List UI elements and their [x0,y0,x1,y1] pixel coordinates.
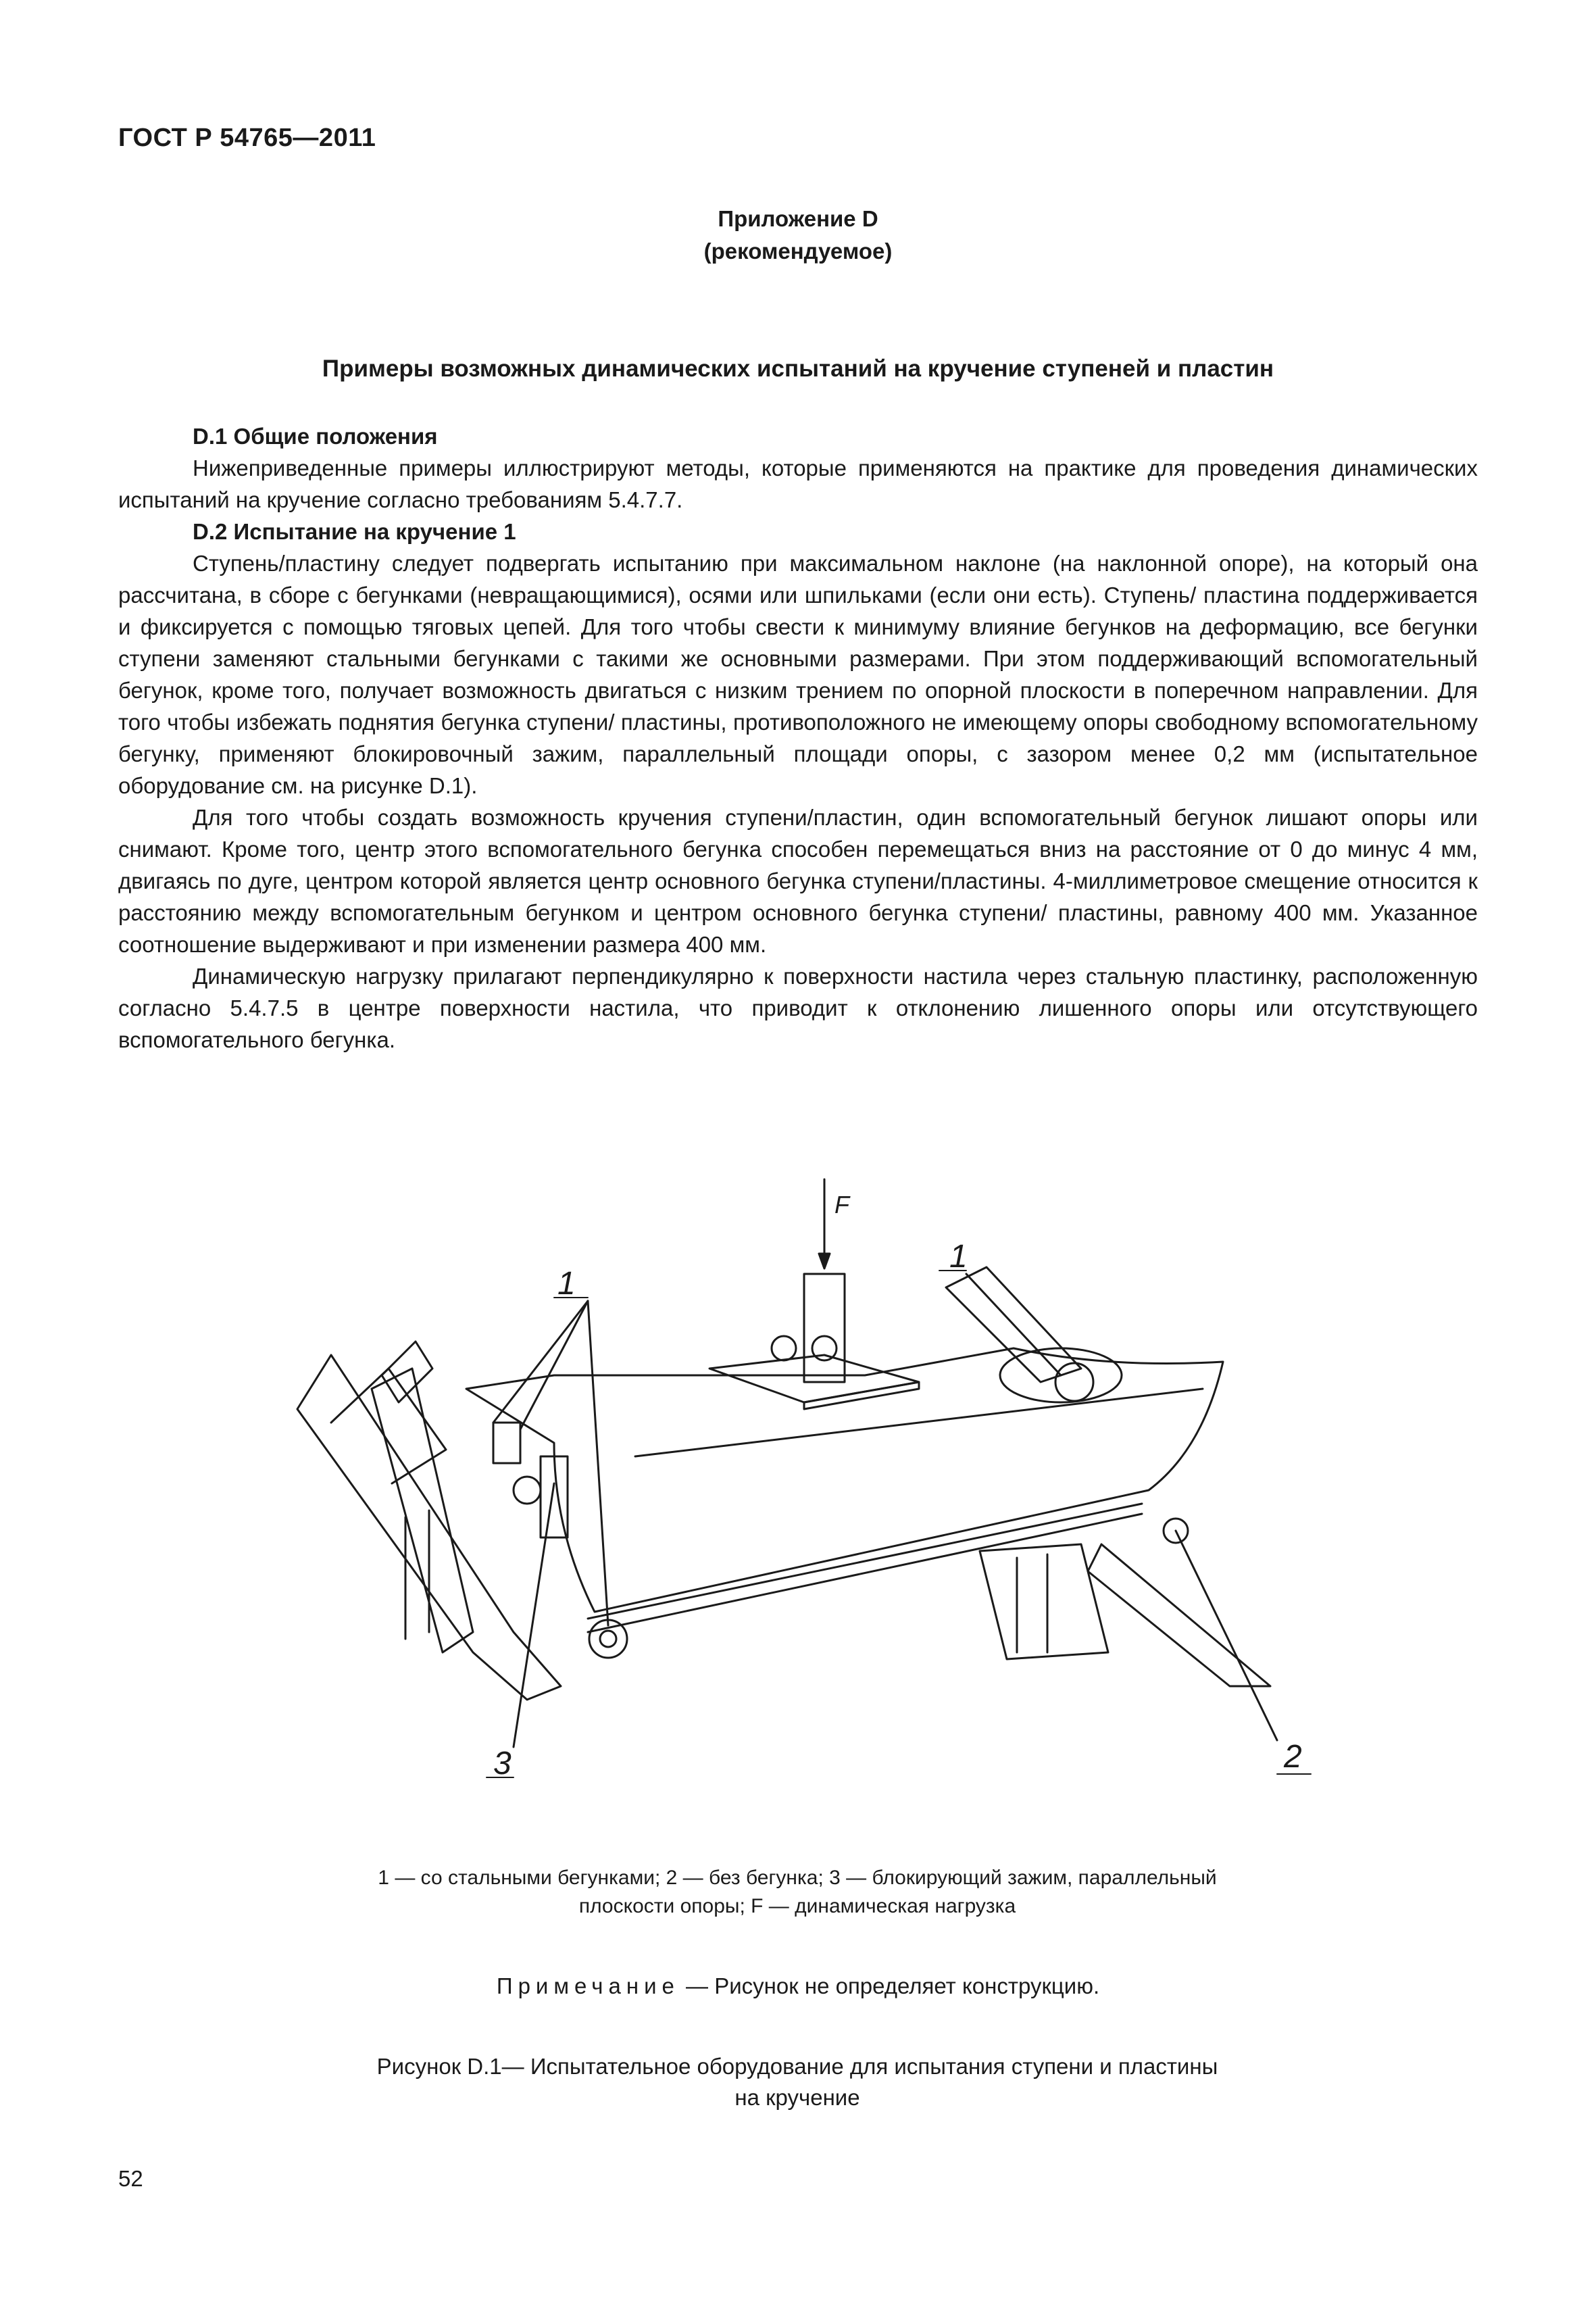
figure-legend [284,1864,1311,1921]
section-d2-paragraph-1: Ступень/пластину следует подвергать испытанию при максимальном наклоне (на наклонной опоре), на который она рассчитана, в сборе с бегунками (невращающимися), осями или шпильками (если они есть). Ступень/ пластина поддерживается и фиксируется с помощью тяговых цепей. Для того чтобы свести к минимуму влияние бегунков на деформацию, все бегунки ступени заменяют стальными бегунками с такими же основными размерами. При этом поддерживающий вспомогательный бегунок, кроме того, получает возможность двигаться с низким трением по опорной плоскости в поперечном направлении. Для того чтобы избежать поднятия бегунка ступени/ пластины, противоположного не имеющему опоры свободному вспомогательному бегунку, применяют блокировочный зажим, параллельный площади опоры, с зазором менее 0,2 мм (испытательное оборудование см. на рисунке D.1). [118,551,1478,798]
annex-name: Приложение D [718,206,878,231]
callout-1-right: 1 [949,1239,968,1275]
callout-1-left: 1 [557,1266,576,1302]
step-body-drawing [466,1274,1223,1658]
legend-line-2: плоскости опоры; F — динамическая нагрузка [578,1895,1016,1917]
leader-lines [493,1274,1277,1747]
section-d1-paragraph: Нижеприведенные примеры иллюстрируют методы, которые применяются на практике для проведения динамических испытаний на кручение согласно требованиям 5.4.7.7. [118,456,1478,512]
caption-line-2: на кручение [734,2085,860,2110]
callout-f: F [834,1191,849,1218]
note-label: Примечание [496,1973,680,1998]
note-text: — Рисунок не определяет конструкцию. [679,1973,1100,1998]
right-support-drawing [946,1267,1270,1686]
left-support-drawing [297,1341,561,1700]
annex-heading [0,203,1596,268]
page-number: 52 [118,2166,143,2191]
standard-header: ГОСТ Р 54765—2011 [118,124,376,152]
figure-caption [297,2051,1297,2113]
section-d2-paragraph-3: Динамическую нагрузку прилагают перпендикулярно к поверхности настила через стальную пластинку, расположенную согласно 5.4.7.5 в центре поверхности настила, что приводит к отклонению лишенного опоры или отсутствующего вспомогательного бегунка. [118,964,1478,1052]
annex-status: (рекомендуемое) [703,239,893,264]
annex-title: Примеры возможных динамических испытаний на кручение ступеней и пластин [322,355,1274,382]
callout-3: 3 [493,1746,512,1781]
section-d2-paragraph-2: Для того чтобы создать возможность кручения ступени/пластин, один вспомогательный бегунок лишают опоры или снимают. Кроме того, центр этого вспомогательного бегунка способен перемещаться вниз на расстояние от 0 до минус 4 мм, двигаясь по дуге, центром которой является центр основного бегунка ступени/пластины. 4-миллиметровое смещение относится к расстоянию между вспомогательным бегунком и центром основного бегунка ступени/ пластины, равному 400 мм. Указанное соотношение выдерживают и при изменении размера 400 мм. [118,805,1478,957]
force-arrow [819,1179,830,1269]
legend-line-1: 1 — со стальными бегунками; 2 — без бегунка; 3 — блокирующий зажим, параллельный [378,1867,1217,1889]
callout-2: 2 [1284,1739,1302,1775]
body-text [118,420,1478,1056]
section-d1-heading: D.1 Общие положения [193,424,438,449]
figure-note [0,1973,1596,1999]
figure-callouts [493,1191,1302,1781]
section-d2-heading: D.2 Испытание на кручение 1 [193,519,516,544]
figure-d1-drawing [270,1166,1365,1835]
caption-line-1: Рисунок D.1— Испытательное оборудование для испытания ступени и пластины [376,2054,1218,2079]
